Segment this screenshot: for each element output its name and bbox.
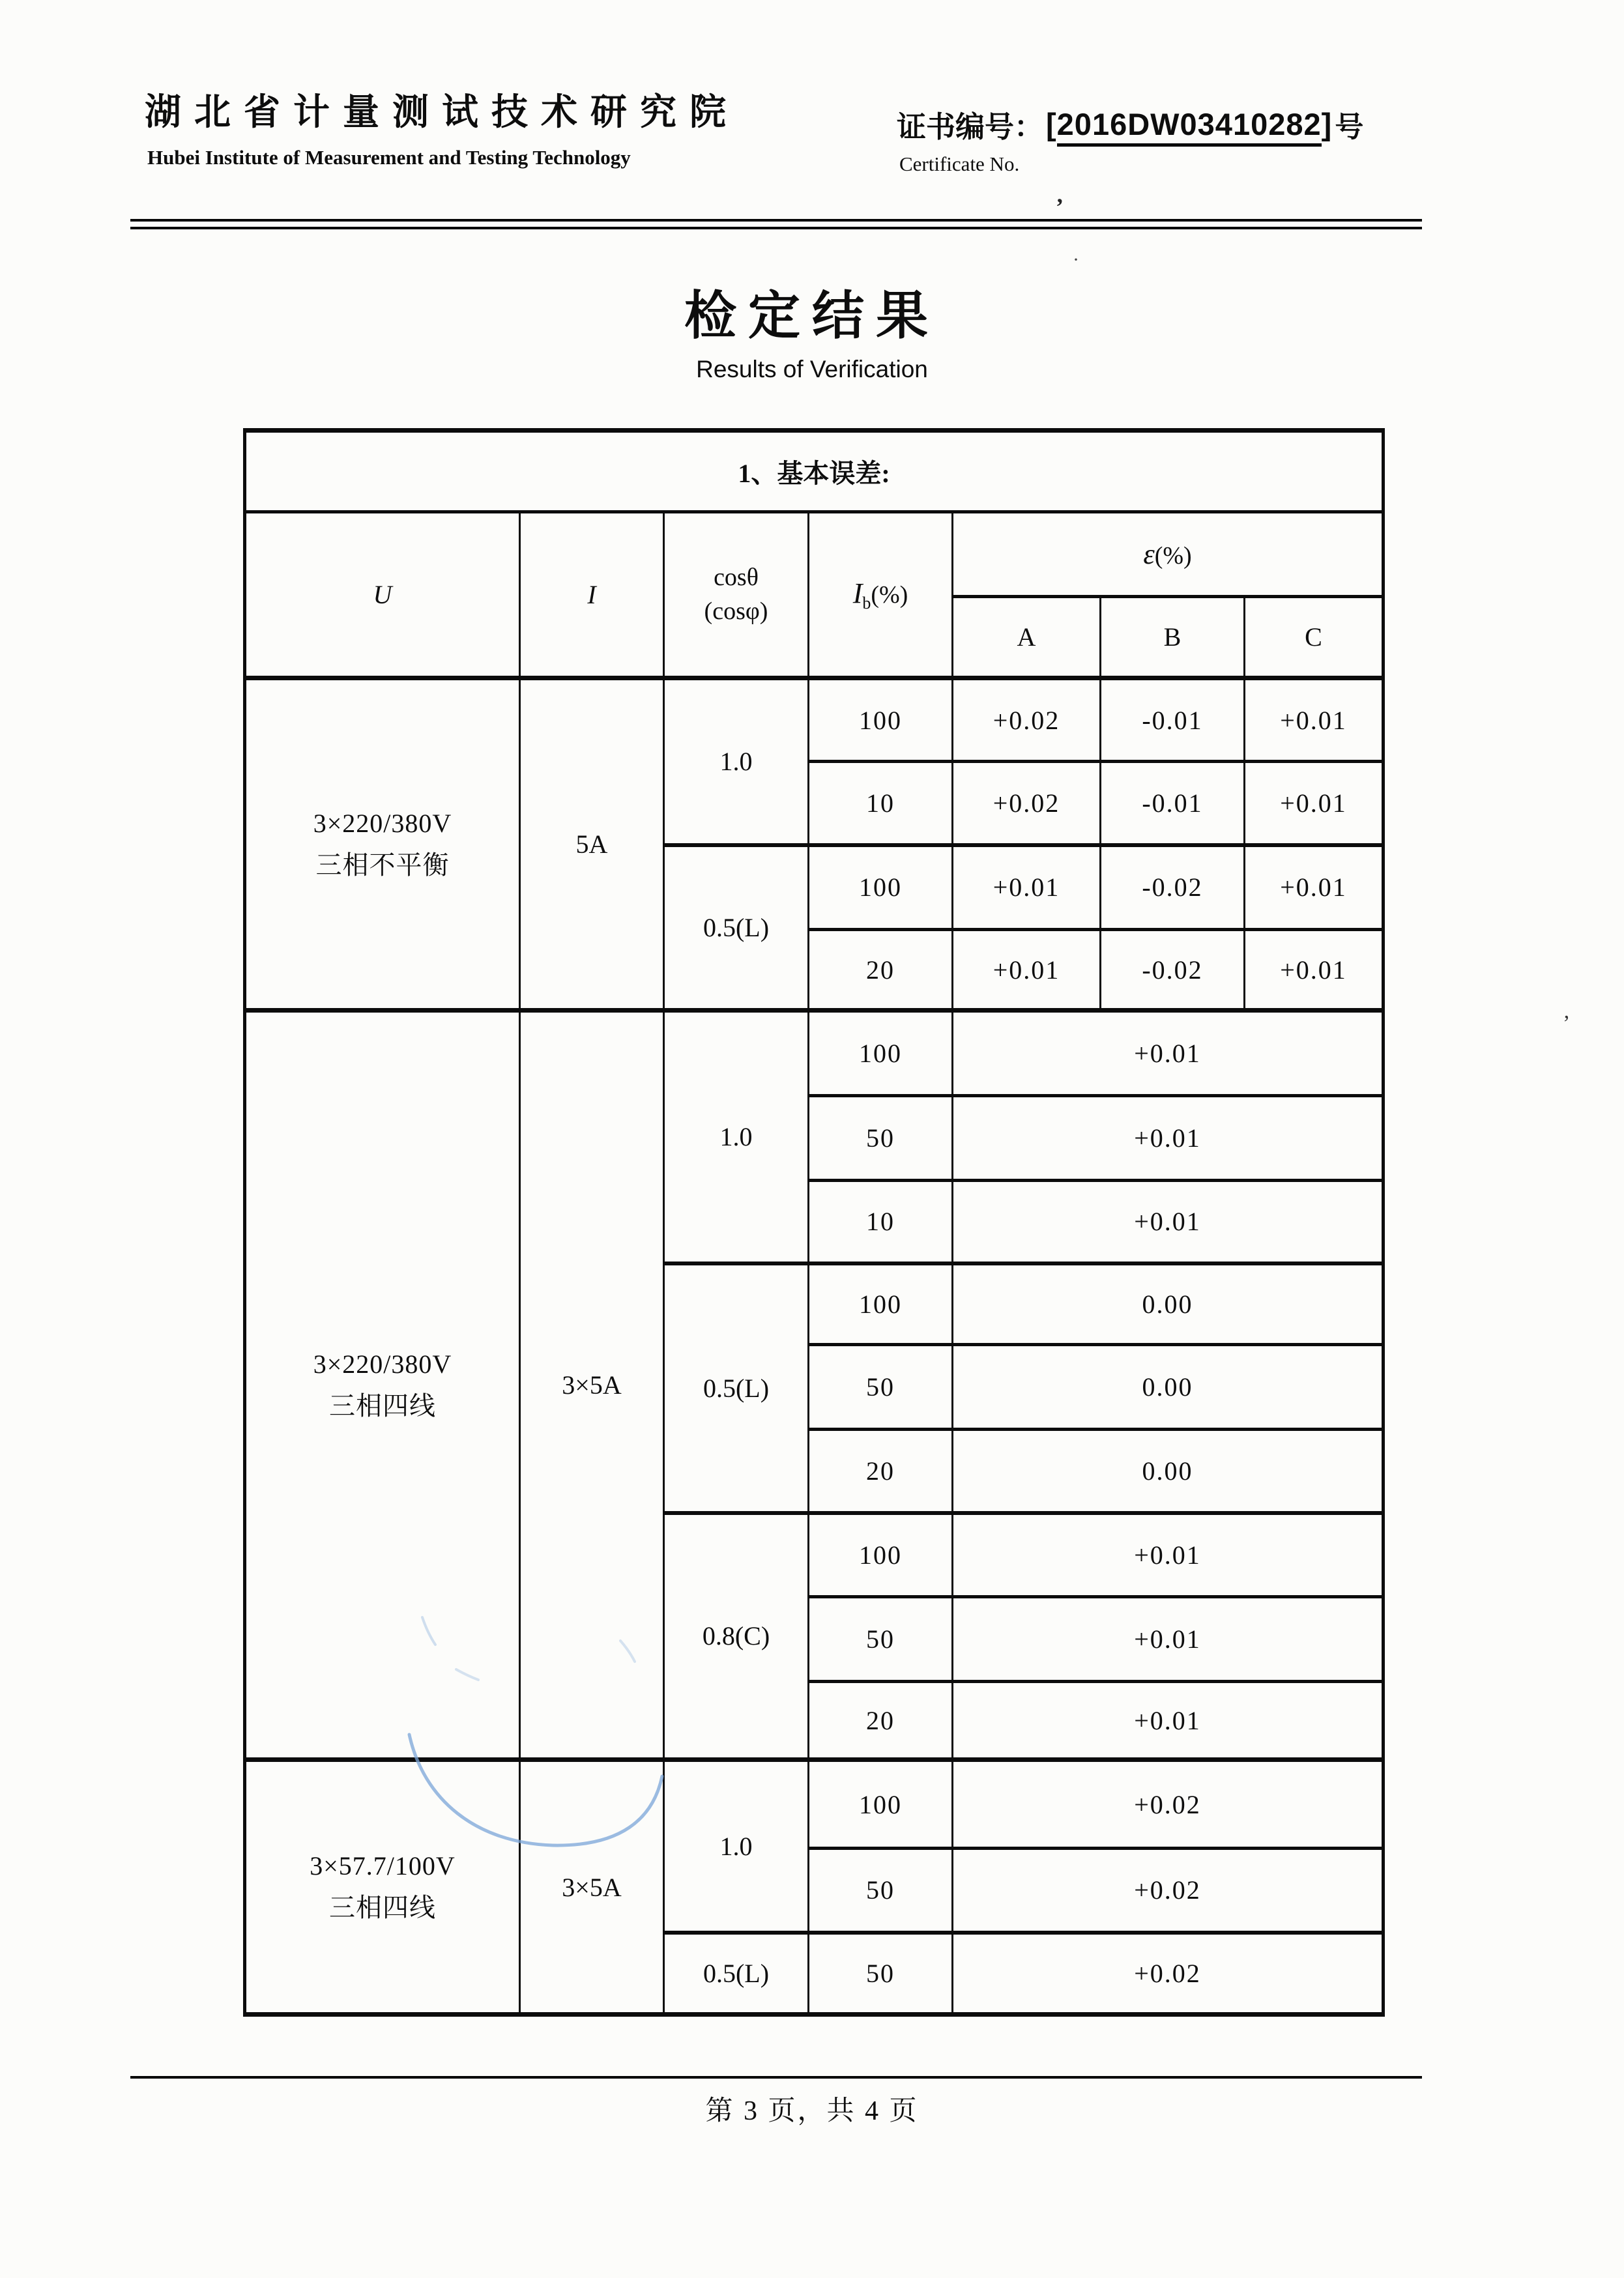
cell-eps: 0.00 [953,1263,1384,1345]
cell-eps-c: +0.01 [1245,845,1384,930]
cell-cos: 0.5(L) [664,1263,809,1513]
cell-ib: 100 [809,1011,953,1096]
header-phase-c: C [1245,597,1384,678]
cell-eps: +0.01 [953,1513,1384,1597]
cell-eps-b: -0.02 [1101,930,1245,1011]
cell-eps: +0.01 [953,1011,1384,1096]
cell-eps: +0.01 [953,1682,1384,1760]
bracket-close: ] [1321,107,1333,141]
scan-artifact: · [1073,249,1079,270]
header-ib: $I_b(\%)$ [809,512,953,678]
table-section-row [245,431,1384,512]
cell-cos: 1.0 [664,1760,809,1933]
cell-i: 3×5A [520,1011,664,1760]
cell-eps-c: +0.01 [1245,762,1384,845]
cell-ib: 50 [809,1345,953,1430]
cell-cos: 1.0 [664,1011,809,1263]
verification-results-table [243,428,1385,2017]
header-phase-b: B [1101,597,1245,678]
certificate-number [1046,107,1332,147]
header-epsilon: ε(%) [953,512,1384,597]
certificate-suffix: 号 [1335,111,1364,143]
cell-ib: 100 [809,1760,953,1849]
cell-eps: +0.02 [953,1849,1384,1933]
cell-ib: 20 [809,1682,953,1760]
cell-ib: 50 [809,1597,953,1682]
cell-eps: +0.02 [953,1933,1384,2015]
cell-u: 3×220/380V 三相四线 [245,1011,520,1760]
footer-rule [130,2076,1422,2079]
cell-eps-a: +0.02 [953,678,1101,762]
cell-eps-b: -0.01 [1101,762,1245,845]
cell-ib: 100 [809,678,953,762]
cell-ib: 100 [809,845,953,930]
cell-cos: 0.5(L) [664,1933,809,2015]
institute-name-en: Hubei Institute of Measurement and Testing Technology [147,146,631,169]
bracket-open: [ [1046,107,1057,141]
header-cos-theta: cosθ [714,564,759,592]
page-number: 第 3 页，共 4 页 [705,2096,919,2126]
cell-eps-a: +0.01 [953,930,1101,1011]
header-cos [664,512,809,678]
section-label: 1、基本误差: [245,431,1384,512]
cell-ib: 20 [809,930,953,1011]
header-cos-phi: (cosφ) [704,597,768,625]
certificate-label-cn: 证书编号： [897,110,1044,143]
page-subtitle: Results of Verification [696,356,928,382]
header-rule-top [130,219,1422,222]
cell-ib: 50 [809,1849,953,1933]
cell-eps: +0.01 [953,1597,1384,1682]
scan-artifact: ’ [1056,194,1064,220]
cell-eps: +0.02 [953,1760,1384,1849]
certificate-number-line [897,103,1363,145]
header-phase-a: A [953,597,1101,678]
table-header-row [245,512,1384,597]
certificate-label-en: Certificate No. [899,152,1020,175]
cell-ib: 50 [809,1096,953,1181]
cell-eps-a: +0.01 [953,845,1101,930]
cell-ib: 20 [809,1430,953,1513]
scan-artifact: ’ [1563,1011,1571,1035]
header-rule-bottom [130,227,1422,229]
table-row [245,1760,1384,1849]
cell-cos: 0.8(C) [664,1513,809,1760]
cell-eps: 0.00 [953,1345,1384,1430]
cell-eps-b: -0.01 [1101,678,1245,762]
cell-ib: 100 [809,1263,953,1345]
cell-eps-c: +0.01 [1245,930,1384,1011]
cell-i: 3×5A [520,1760,664,2015]
institute-name-cn: 湖北省计量测试技术研究院 [145,91,739,132]
table-row [245,678,1384,762]
page-title: 检定结果 [684,287,940,345]
cell-eps-c: +0.01 [1245,678,1384,762]
cell-eps-b: -0.02 [1101,845,1245,930]
certificate-number-value: 2016DW03410282 [1057,107,1322,147]
cell-u: 3×57.7/100V 三相四线 [245,1760,520,2015]
header-u: U [245,512,520,678]
cell-eps: +0.01 [953,1181,1384,1263]
cell-ib: 100 [809,1513,953,1597]
cell-eps: +0.01 [953,1096,1384,1181]
table-row [245,1011,1384,1096]
cell-eps: 0.00 [953,1430,1384,1513]
cell-ib: 50 [809,1933,953,2015]
cell-u: 3×220/380V 三相不平衡 [245,678,520,1011]
cell-ib: 10 [809,762,953,845]
cell-eps-a: +0.02 [953,762,1101,845]
cell-i: 5A [520,678,664,1011]
cell-cos: 1.0 [664,678,809,845]
header-i: I [520,512,664,678]
cell-cos: 0.5(L) [664,845,809,1011]
cell-ib: 10 [809,1181,953,1263]
